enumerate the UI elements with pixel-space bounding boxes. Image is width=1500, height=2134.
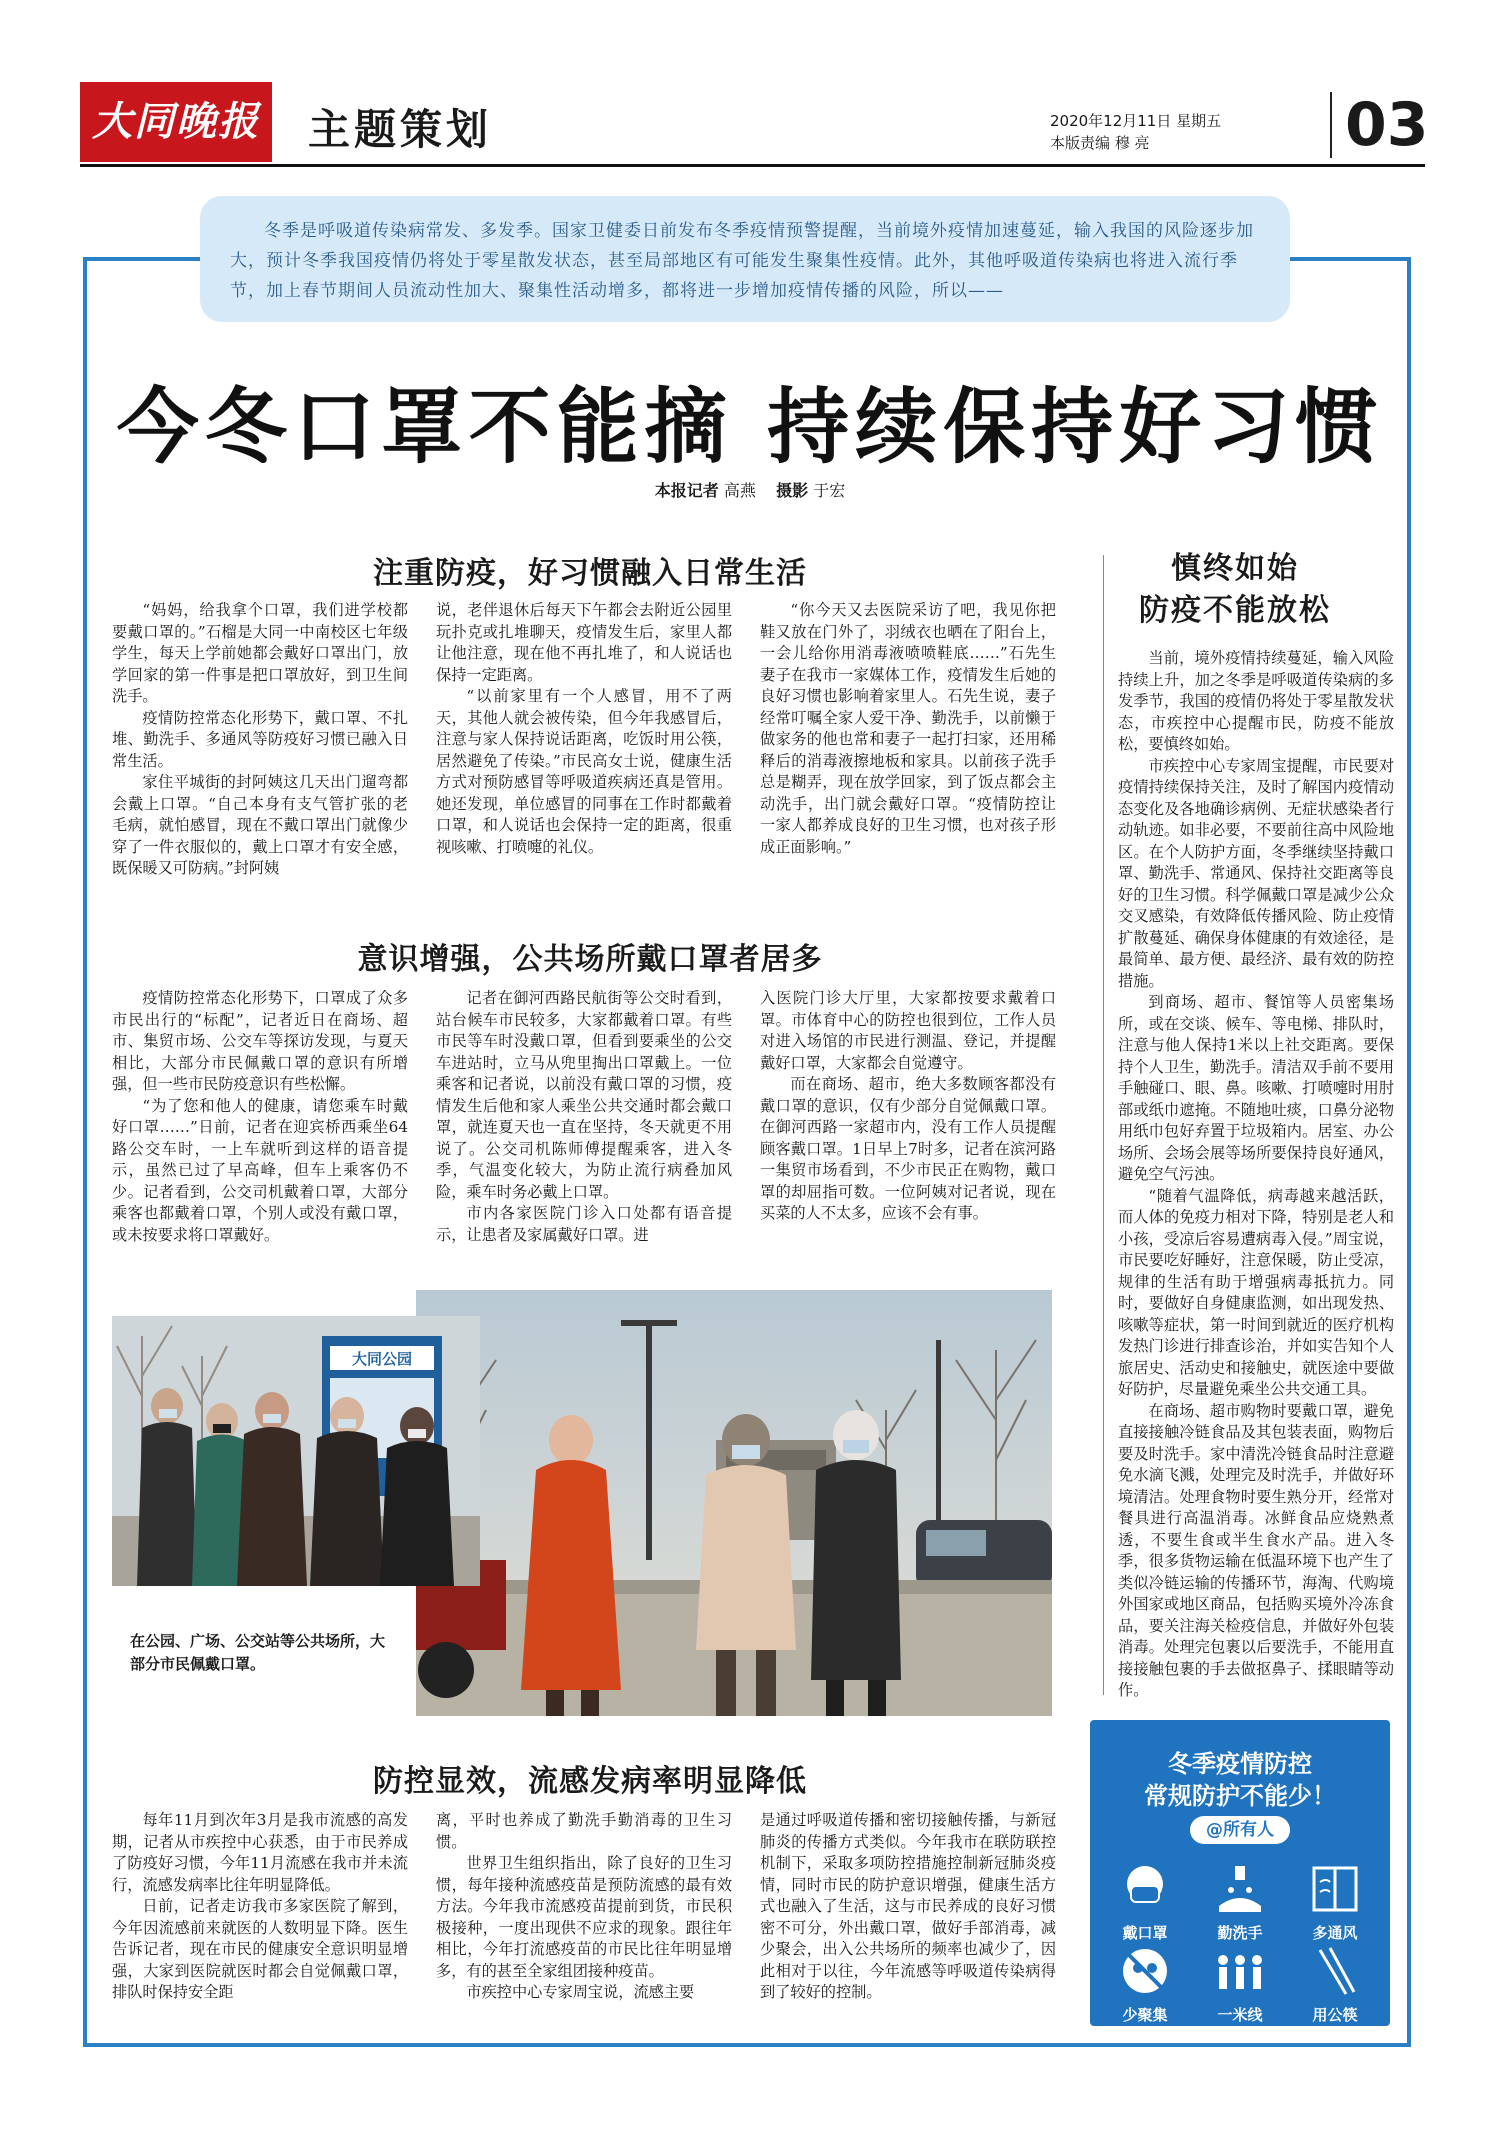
paragraph: 入医院门诊大厅里，大家都按要求戴着口罩。市体育中心的防控也很到位，工作人员对进入场馆的市民进行测温、登记，并提醒戴好口罩，大家都会自觉遵守。	[760, 989, 1056, 1072]
poster-title-line1: 冬季疫情防控	[1168, 1750, 1312, 1778]
paragraph: 到商场、超市、餐馆等人员密集场所，或在交谈、候车、等电梯、排队时，注意与他人保持1米以上社交距离。要保持个人卫生，勤洗手。清洁双手前不要用手触碰口、眼、鼻。咳嗽、打喷嚏时用肘部或纸巾遮掩。不随地吐痰，口鼻分泌物用纸巾包好弃置于垃圾箱内。居室、办公场所、会场会展等场所要保持良好通风，避免空气污浊。	[1118, 993, 1394, 1183]
poster-item-serving-chopsticks	[1290, 1942, 1380, 2025]
poster-item-label: 勤洗手	[1217, 1924, 1263, 1942]
paragraph: 日前，记者走访我市多家医院了解到，今年因流感前来就医的人数明显下降。医生告诉记者，现在市民的健康安全意识明显增强，大家到医院就医时都会自觉佩戴口罩，排队时保持安全距	[112, 1897, 408, 2001]
poster-title	[1090, 1748, 1390, 1812]
sidebar-body	[1118, 648, 1394, 1702]
section1-col3	[760, 600, 1056, 858]
byline	[100, 478, 1400, 501]
poster-tag: @所有人	[1190, 1816, 1290, 1844]
park-sign-label: 大同公园	[351, 1350, 413, 1368]
section2-col2	[436, 988, 732, 1246]
photo-label: 摄影	[776, 481, 809, 500]
paragraph: 当前，境外疫情持续蔓延，输入风险持续上升，加之冬季是呼吸道传染病的多发季节，我国的疫情仍将处于零星散发状态，市疾控中心提醒市民，防疫不能放松，要慎终如始。	[1118, 649, 1394, 753]
photographer-name: 于宏	[813, 481, 846, 500]
paragraph: 在商场、超市购物时要戴口罩，避免直接接触冷链食品及其包装表面，购物后要及时洗手。家中清洗冷链食品时注意避免水滴飞溅，处理完及时洗手，并做好环境清洁。处理食物时要生熟分开，经常对餐具进行高温消毒。冰鲜食品应烧熟煮透，不要生食或半生食水产品。进入冬季，很多货物运输在低温环境下也产生了类似冷链运输的传播环节，海淘、代购境外国家或地区商品，包括购买境外冷冻食品，要关注海关检疫信息，并做好外包装消毒。处理完包裹以后要洗手，不能用直接接触包裹的手去做抠鼻子、揉眼睛等动作。	[1118, 1401, 1394, 1699]
paragraph: 世界卫生组织指出，除了良好的卫生习惯，每年接种流感疫苗是预防流感的最有效方法。今年我市流感疫苗提前到货，市民积极接种，一度出现供不应求的现象。跟往年相比，今年打流感疫苗的市民比往年明显增多，有的甚至全家组团接种疫苗。	[436, 1854, 732, 1980]
sidebar-title-line2: 防疫不能放松	[1139, 593, 1331, 628]
poster-item-no-gathering	[1100, 1942, 1190, 2025]
section1-col1	[112, 600, 408, 880]
paragraph: 疫情防控常态化形势下，戴口罩、不扎堆、勤洗手、多通风等防疫好习惯已融入日常生活。	[112, 708, 408, 770]
one-meter-line-icon	[1211, 1942, 1269, 2000]
section1-title: 注重防疫，好习惯融入日常生活	[373, 556, 807, 591]
poster-item-ventilate	[1290, 1860, 1380, 1943]
poster-item-label: 用公筷	[1312, 2006, 1358, 2024]
intro-text: 冬季是呼吸道传染病常发、多发季。国家卫健委日前发布冬季疫情预警提醒，当前境外疫情加速蔓延，输入我国的风险逐步加大，预计冬季我国疫情仍将处于零星散发状态，甚至局部地区有可能发生聚集性疫情。此外，其他呼吸道传染病也将进入流行季节，加上春节期间人员流动性加大、聚集性活动增多，都将进一步增加疫情传播的风险，所以——	[230, 221, 1254, 301]
headline: 今冬口罩不能摘 持续保持好习惯	[116, 380, 1384, 475]
paragraph: 市疾控中心专家周宝提醒，市民要对疫情持续保持关注，及时了解国内疫情动态变化及各地确诊病例、无症状感染者行动轨迹。如非必要，不要前往高中风险地区。在个人防护方面，冬季继续坚持戴口罩、勤洗手、常通风、保持社交距离等良好的卫生习惯。科学佩戴口罩是减少公众交叉感染，有效降低传播风险、防止疫情扩散蔓延、确保身体健康的有效途径，是最简单、最方便、最经济、最有效的防控措施。	[1118, 756, 1394, 990]
paragraph: “随着气温降低，病毒越来越活跃，而人体的免疫力相对下降，特别是老人和小孩，受凉后容易遭病毒入侵。”周宝说，市民要吃好睡好，注意保暖，防止受凉，规律的生活有助于增强病毒抵抗力。同时，要做好自身健康监测，如出现发热、咳嗽等症状，第一时间到就近的医疗机构发热门诊进行排查诊治，并如实告知个人旅居史、活动史和接触史，就医途中要做好防护，尽量避免乘坐公共交通工具。	[1118, 1186, 1394, 1398]
poster-item-label: 一米线	[1217, 2006, 1263, 2024]
issue-date: 2020年12月11日 星期五	[1050, 112, 1222, 130]
prevention-poster	[1090, 1720, 1390, 2026]
paragraph: 记者在御河西路民航街等公交时看到，站台候车市民较多，大家都戴着口罩。有些市民等车时没戴口罩，但看到要乘坐的公交车进站时，立马从兜里掏出口罩戴上。一位乘客和记者说，以前没有戴口罩的习惯，疫情发生后他和家人乘坐公共交通时都会戴口罩，就连夏天也一直在坚持，冬天就更不用说了。公交司机陈师傅提醒乘客，进入冬季，气温变化较大，为防止流行病叠加风险，乘车时务必戴上口罩。	[436, 989, 732, 1201]
window-icon	[1306, 1860, 1364, 1918]
paragraph: 市内各家医院门诊入口处都有语音提示，让患者及家属戴好口罩。进	[436, 1204, 732, 1244]
chopsticks-icon	[1306, 1942, 1364, 2000]
paragraph: 疫情防控常态化形势下，口罩成了众多市民出行的“标配”，记者近日在商场、超市、集贸市场、公交车等探访发现，与夏天相比，大部分市民佩戴口罩的意识有所增强，但一些市民防疫意识有些松懈。	[112, 989, 408, 1093]
paragraph: 每年11月到次年3月是我市流感的高发期，记者从市疾控中心获悉，由于市民养成了防疫好习惯，今年11月流感在我市并未流行，流感发病率比往年明显降低。	[112, 1811, 408, 1894]
poster-item-label: 少聚集	[1122, 2006, 1168, 2024]
street-photo	[416, 1290, 1052, 1716]
section2-col1	[112, 988, 408, 1246]
newspaper-logo: 大同晚报	[80, 82, 272, 162]
section2-title: 意识增强，公共场所戴口罩者居多	[357, 942, 823, 977]
paragraph: 离，平时也养成了勤洗手勤消毒的卫生习惯。	[436, 1811, 732, 1851]
paragraph: “妈妈，给我拿个口罩，我们进学校都要戴口罩的。”石榴是大同一中南校区七年级学生，每天上学前她都会戴好口罩出门，放学回家的第一件事是把口罩放好，到卫生间洗手。	[112, 601, 408, 705]
poster-item-label: 戴口罩	[1122, 1924, 1168, 1942]
poster-item-handwash	[1195, 1860, 1285, 1943]
header-divider	[1330, 92, 1332, 158]
paragraph: “为了您和他人的健康，请您乘车时戴好口罩……”日前，记者在迎宾桥西乘坐64路公交车时，一上车就听到这样的语音提示，虽然已过了早高峰，但车上乘客仍不少。记者看到，公交司机戴着口罩，大部分乘客也都戴着口罩，个别人或没有戴口罩，或未按要求将口罩戴好。	[112, 1096, 408, 1244]
page-editor: 本版责编 穆 亮	[1050, 134, 1150, 152]
paragraph: 而在商场、超市，绝大多数顾客都没有戴口罩的意识，仅有少部分自觉佩戴口罩。在御河西路一家超市内，没有工作人员提醒顾客戴口罩。1日早上7时多，记者在滨河路一集贸市场看到，不少市民正在购物，戴口罩的却屈指可数。一位阿姨对记者说，现在买菜的人不太多，应该不会有事。	[760, 1075, 1056, 1222]
handwash-icon	[1211, 1860, 1269, 1918]
sidebar-title-line1: 慎终如始	[1171, 551, 1299, 586]
reporter-name: 高燕	[723, 481, 756, 500]
reporter-label: 本报记者	[654, 481, 719, 500]
paragraph: “以前家里有一个人感冒，用不了两天，其他人就会被传染，但今年我感冒后，注意与家人保持说话距离，吃饭时用公筷，居然避免了传染。”市民高女士说，健康生活方式对预防感冒等呼吸道疾病还真是管用。她还发现，单位感冒的同事在工作时都戴着口罩，和人说话也会保持一定的距离，很重视咳嗽、打喷嚏的礼仪。	[436, 687, 732, 856]
sidebar-divider	[1103, 555, 1104, 1695]
poster-item-label: 多通风	[1312, 1924, 1358, 1942]
paragraph: 是通过呼吸道传播和密切接触传播，与新冠肺炎的传播方式类似。今年我市在联防联控机制下，采取多项防控措施控制新冠肺炎疫情，同时市民的防护意识增强，健康生活方式也融入了生活，这与市民养成的良好习惯密不可分，外出戴口罩，做好手部消毒，减少聚会，出入公共场所的频率也减少了，因此相对于以往，今年流感等呼吸道传染病得到了较好的控制。	[760, 1811, 1056, 2001]
section3-col1	[112, 1810, 408, 2004]
section1-col2	[436, 600, 732, 858]
section-title: 主题策划	[308, 105, 493, 154]
paragraph: 家住平城街的封阿姨这几天出门遛弯都会戴上口罩。“自己本身有支气管扩张的老毛病，就怕感冒，现在不戴口罩出门就像少穿了一件衣服似的，戴上口罩才有安全感，既保暖又可防病。”封阿姨	[112, 773, 408, 877]
section3-col2	[436, 1810, 732, 2004]
poster-title-line2: 常规防护不能少！	[1144, 1782, 1336, 1810]
section3-title: 防控显效，流感发病率明显降低	[373, 1764, 807, 1799]
paragraph: 市疾控中心专家周宝说，流感主要	[466, 1983, 695, 2001]
mask-icon	[1116, 1860, 1174, 1918]
paragraph: “你今天又去医院采访了吧，我见你把鞋又放在门外了，羽绒衣也晒在了阳台上，一会儿给你用消毒液喷喷鞋底……”石先生妻子在我市一家媒体工作，疫情发生后她的良好习惯也影响着家里人。石先生说，妻子经常叮嘱全家人爱干净、勤洗手，以前懒于做家务的他也常和妻子一起打扫家，还用稀释后的消毒液擦地板和家具。以前孩子洗手总是糊弄，现在放学回家，到了饭点都会主动洗手，出门就会戴好口罩。“疫情防控让一家人都养成良好的卫生习惯，也对孩子形成正面影响。”	[760, 601, 1056, 856]
poster-item-one-meter	[1195, 1942, 1285, 2025]
page-number: 03	[1345, 90, 1429, 160]
section2-col3	[760, 988, 1056, 1225]
poster-item-mask	[1100, 1860, 1190, 1943]
section3-col3	[760, 1810, 1056, 2004]
paragraph: 说，老伴退休后每天下午都会去附近公园里玩扑克或扎堆聊天，疫情发生后，家里人都让他注意，现在他不再扎堆了，和人说话也保持一定距离。	[436, 601, 732, 684]
masthead-rule	[80, 164, 1425, 167]
photo-caption: 在公园、广场、公交站等公共场所，大部分市民佩戴口罩。	[130, 1632, 386, 1673]
sidebar-title	[1120, 548, 1350, 632]
park-photo	[112, 1316, 480, 1586]
intro-box	[200, 196, 1290, 322]
no-gathering-icon	[1116, 1942, 1174, 2000]
